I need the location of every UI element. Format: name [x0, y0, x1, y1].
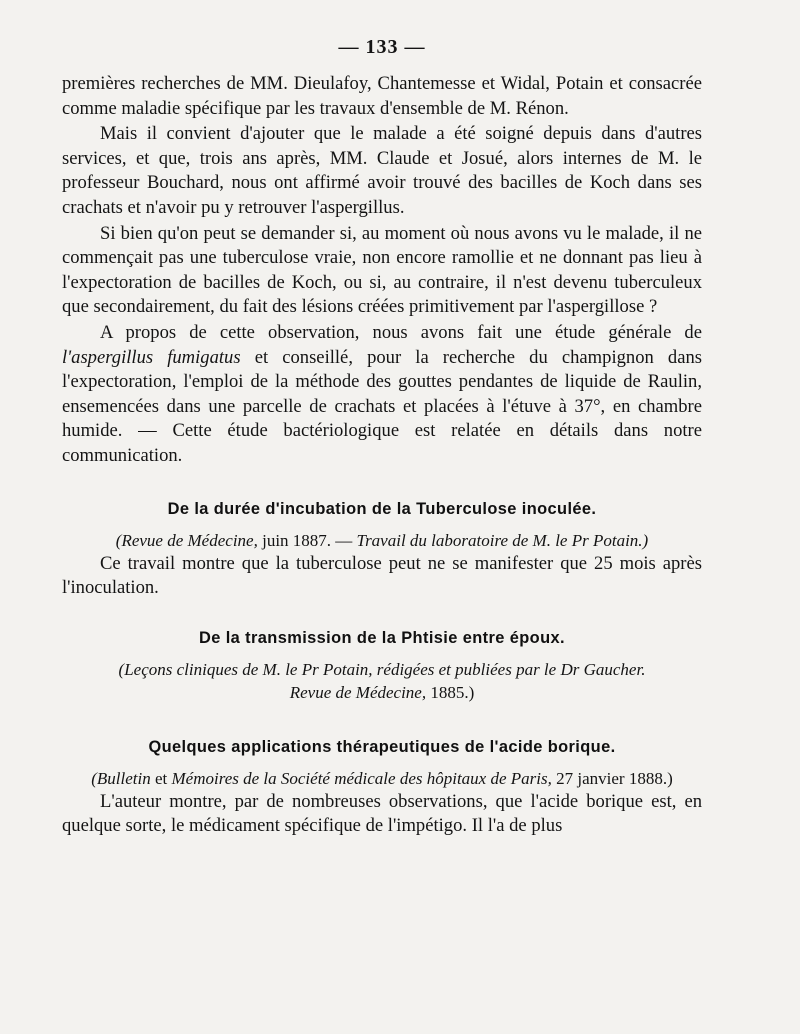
publication-date: 27 janvier 1888.) — [551, 768, 673, 788]
page-number: — 133 — — [338, 36, 426, 58]
section-heading-incubation: De la durée d'incubation de la Tuberculose inoculée. — [167, 499, 597, 518]
paragraph-bacilles: Mais il convient d'ajouter que le malade a été soigné depuis dans d'autres services, et que, trois ans après, MM. Claude et Josué, alors internes de M. le professeur Bouchard, nous ont affirmé avoir trouvé des bacilles de Koch dans ses crachats et n'avoir pu y retrouver l'aspergillus. — [62, 123, 702, 218]
section-text-incubation: Ce travail montre que la tuberculose peut ne se manifester que 25 mois après l'inoculation. — [62, 552, 702, 599]
paragraph-question: Si bien qu'on peut se demander si, au moment où nous avons vu le malade, il ne commençait pas une tuberculose vraie, non encore ramollie et ne donnant pas lieu à l'expectoration de bacilles de Koch, ou si, au contraire, il n'est devenu tuberculeux que secondairement, du fait des lésions créées primitivement par l'aspergillose ? — [62, 222, 702, 318]
paragraph-aspergillus-text-a: A propos de cette observation, nous avons fait une étude générale de — [100, 321, 702, 343]
bulletin-label: (Bulletin — [91, 768, 151, 788]
document-page — [62, 30, 702, 1020]
paragraph-continuation: premières recherches de MM. Dieulafoy, Chantemesse et Widal, Potain et consacrée comme maladie spécifique par les travaux d'ensemble de M. Rénon. — [62, 73, 702, 119]
journal-name: Revue de Médecine, — [289, 682, 427, 702]
section-reference-incubation — [62, 529, 702, 552]
reference-line-1: (Leçons cliniques de M. le Pr Potain, rédigées et publiées par le Dr Gaucher. — [118, 659, 646, 679]
section-reference-transmission — [62, 658, 702, 704]
society-memoires: Mémoires de la Société médicale des hôpitaux de Paris, — [171, 768, 552, 788]
section-heading-transmission: De la transmission de la Phtisie entre époux. — [199, 628, 565, 647]
journal-date: juin 1887. — — [257, 530, 357, 550]
conjunction: et — [150, 768, 172, 788]
paragraph-aspergillus-text-b: et conseillé, pour la recherche du champignon dans l'expectoration, l'emploi de la méthode des gouttes pendantes de liquide de Raulin, ensemencées dans une parcelle de crachats et placées à l'étuve à 37°, en chambre humide. — Cette étude bactériologique est relatée en détails dans notre communication. — [62, 346, 702, 466]
paragraph-aspergillus — [62, 321, 702, 469]
section-reference-acide-borique — [62, 767, 702, 790]
aspergillus-species-name: l'aspergillus fumigatus — [62, 346, 241, 368]
journal-name: (Revue de Médecine, — [115, 530, 258, 550]
section-heading-acide-borique: Quelques applications thérapeutiques de l'acide borique. — [148, 737, 616, 756]
section-text-acide-borique: L'auteur montre, par de nombreuses observations, que l'acide borique est, en quelque sorte, le médicament spécifique de l'impétigo. Il l'a de plus — [62, 790, 702, 837]
laboratory-credit: Travail du laboratoire de M. le Pr Potain.) — [356, 530, 649, 550]
journal-year: 1885.) — [426, 682, 475, 702]
